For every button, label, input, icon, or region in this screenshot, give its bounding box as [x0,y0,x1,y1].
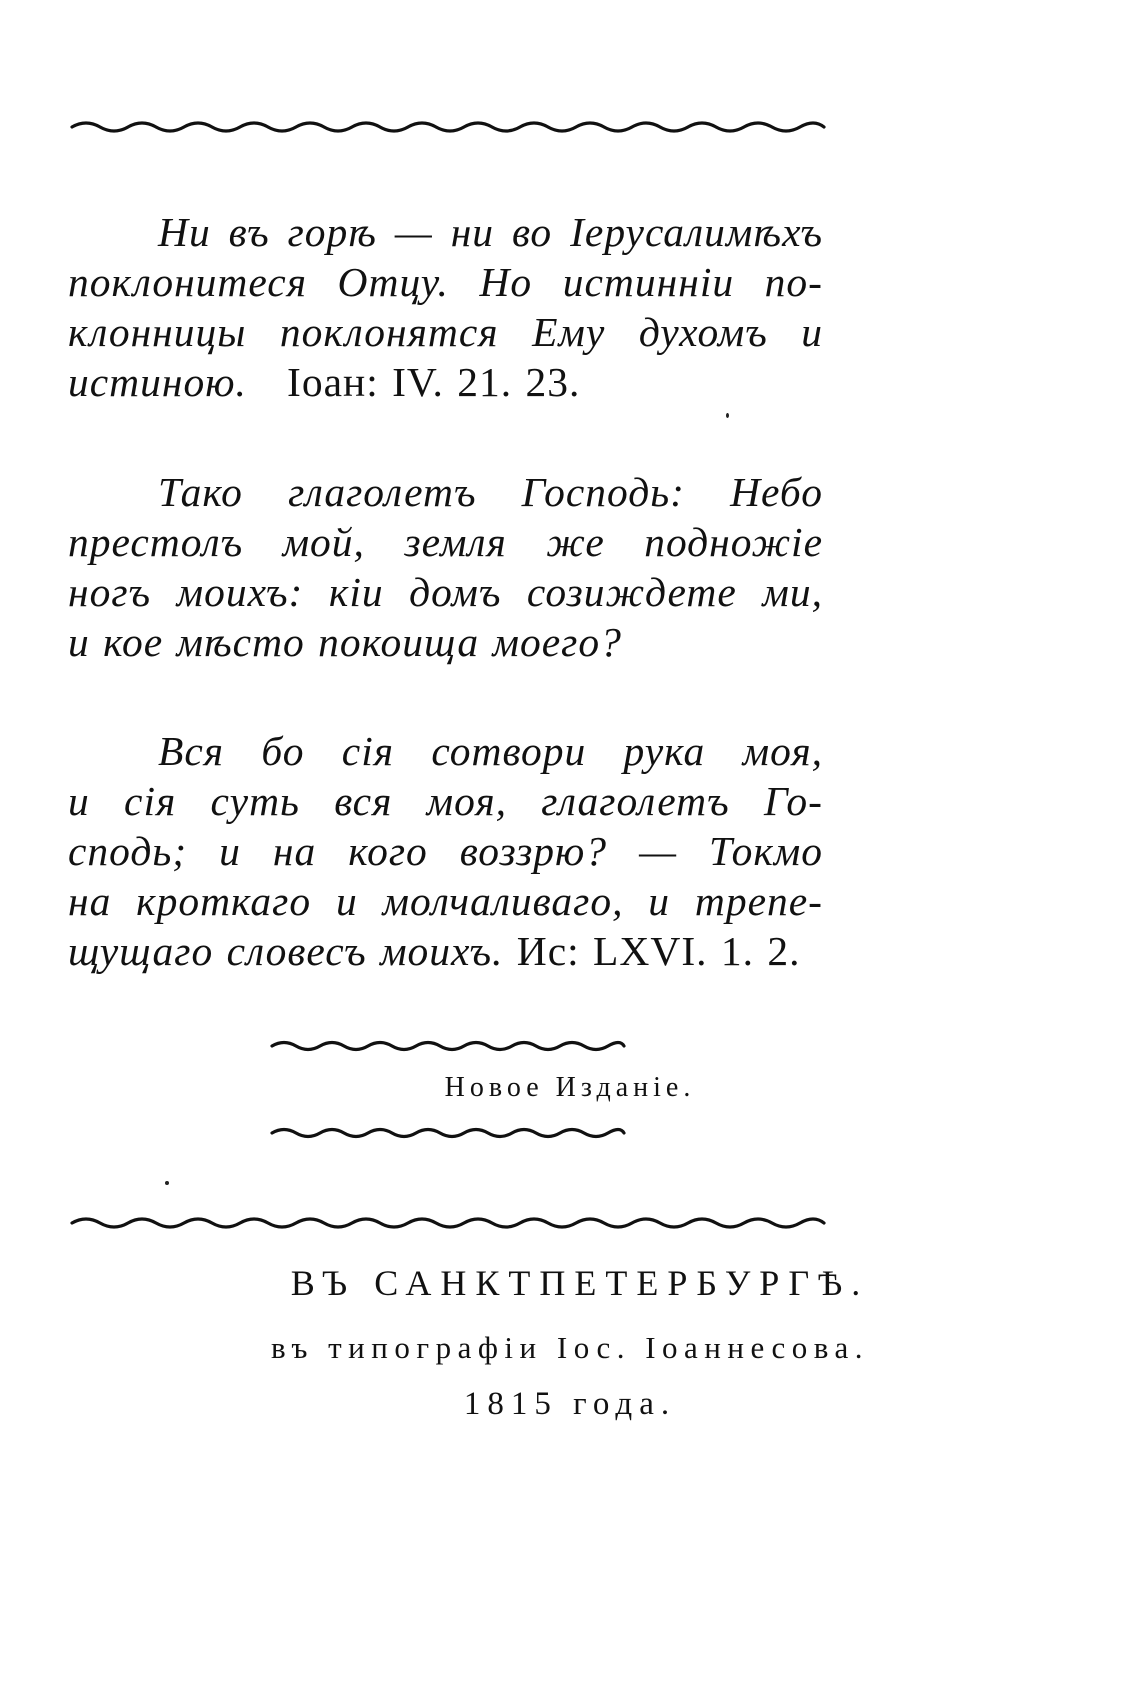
verse-line: Вся бо сія сотвори рука моя, [158,728,823,774]
top-ornamental-rule [68,117,828,137]
verse-line: сподь; и на кого воззрю? — Токмо [68,828,823,874]
scripture-reference: Ис: LXVI. 1. 2. [516,928,801,974]
epigraph-isaiah-part1 [68,467,823,667]
verse-line: Ни въ горѣ — ни во Iерусалимѣхъ [158,209,823,255]
imprint-press: въ типографіи Iос. Iоаннесова. [270,1330,870,1365]
verse-line-text: и кое мѣсто покоища моего? [68,619,622,665]
epigraph-isaiah-part2 [68,726,823,976]
print-speck [726,413,729,418]
verse-line: престолъ мой, земля же подножіе [68,519,823,565]
print-speck [165,1181,169,1185]
verse-line-text: истиною. [68,359,247,405]
verse-line: клонницы поклонятся Ему духомъ и [68,309,823,355]
verse-line: на кроткаго и молчаливаго, и трепе- [68,878,823,924]
scripture-reference: Iоан: IV. 21. 23. [287,359,581,405]
imprint-year: 1815 года. [463,1386,677,1422]
verse-line [68,617,823,667]
verse-line-text: щущаго словесъ моихъ. [68,928,504,974]
verse-line [68,926,823,976]
imprint-city: ВЪ САНКТПЕТЕРБУРГѢ. [290,1263,870,1303]
edition-ornament-bottom [268,1124,628,1142]
edition-label: Новое Изданіе. [444,1072,696,1103]
verse-line: и сія суть вся моя, глаголетъ Го- [68,778,823,824]
epigraph-john [68,207,823,407]
verse-line: Тако глаголетъ Господь: Небо [158,469,823,515]
edition-ornament-top [268,1037,628,1055]
imprint-ornamental-rule [68,1213,828,1233]
verse-line: поклонитеся Отцу. Но истинніи по- [68,259,823,305]
verse-line: ногъ моихъ: кіи домъ созиждете ми, [68,569,823,615]
verse-line [68,357,823,407]
